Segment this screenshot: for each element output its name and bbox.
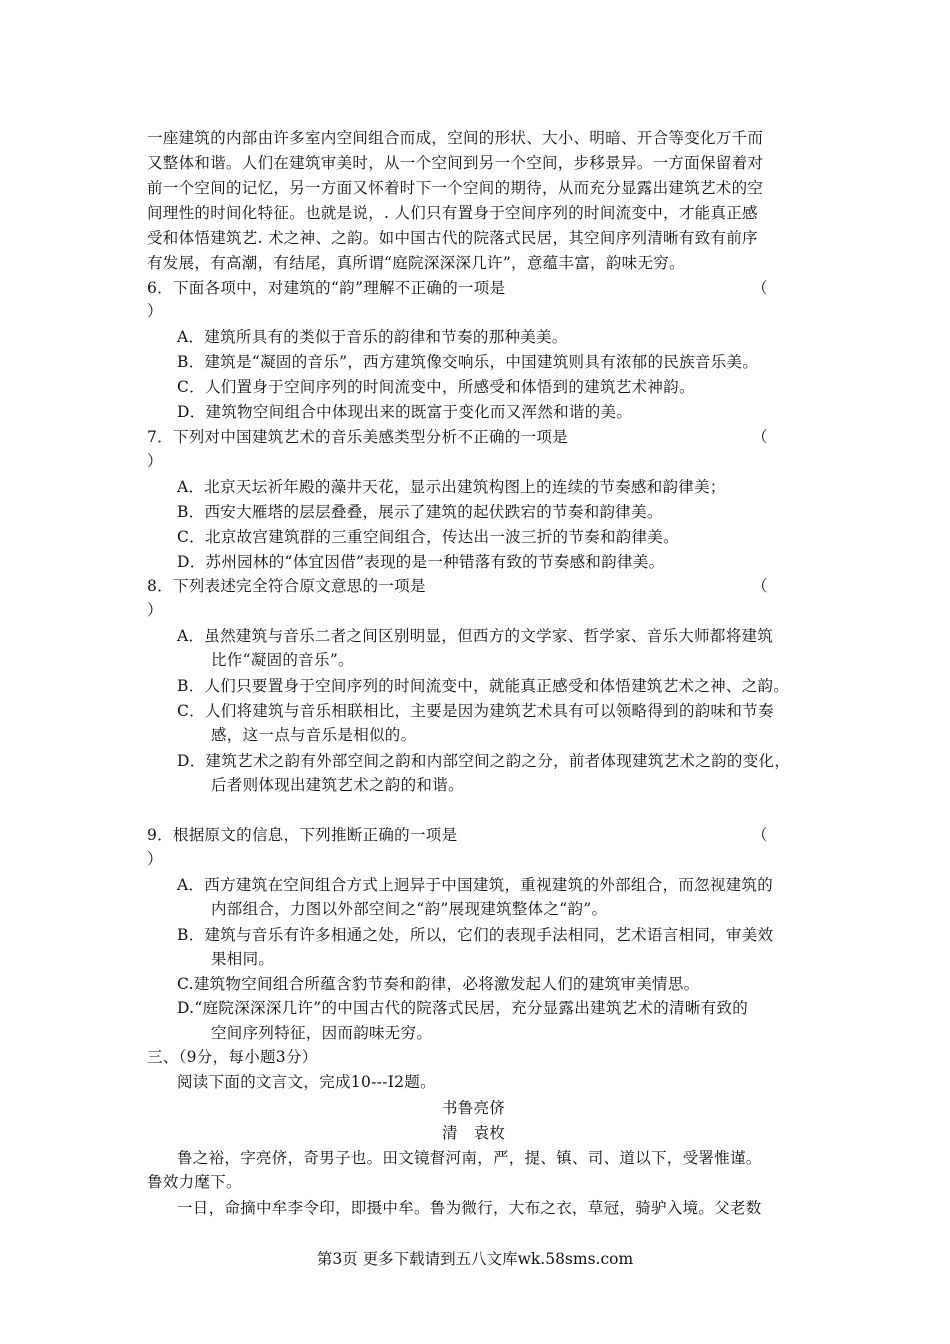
question-8-option-c: C．人们将建筑与音乐相联相比，主要是因为建筑艺术具有可以领略得到的韵味和节奏 (177, 702, 774, 720)
question-9-option-d: D.“庭院深深深几许”的中国古代的院落式民居，充分显露出建筑艺术的清晰有致的 (177, 999, 749, 1017)
passage-line: 间理性的时间化特征。也就是说，. 人们只有置身于空间序列的时间流变中，才能真正感 (147, 204, 758, 222)
page-footer: 第3页 更多下载请到五八文库wk.58sms.com (316, 1250, 634, 1268)
answer-paren-open: （ (752, 826, 768, 844)
answer-paren-open: （ (752, 428, 768, 446)
question-7-option-d: D．苏州园林的“体宜因借”表现的是一种错落有致的节奏感和韵律美。 (177, 553, 665, 571)
question-7-option-b: B．西安大雁塔的层层叠叠，展示了建筑的起伏跌宕的节奏和韵律美。 (177, 503, 663, 521)
classical-text-title: 书鲁亮侪 (442, 1099, 506, 1117)
answer-paren-close: ） (147, 850, 163, 868)
question-8-option-b: B．人们只要置身于空间序列的时间流变中，就能真正感受和体悟建筑艺术之神、之韵。 (177, 677, 790, 695)
passage-line: 有发展，有高潮，有结尾，真所谓“庭院深深深几许”，意蕴丰富，韵味无穷。 (147, 254, 685, 272)
question-9-option-b: B．建筑与音乐有许多相通之处，所以，它们的表现手法相同，艺术语言相同，审美效 (177, 926, 774, 944)
classical-text-author: 清 袁枚 (442, 1124, 506, 1142)
answer-paren-open: （ (752, 577, 768, 595)
answer-paren-open: （ (752, 279, 768, 297)
question-9-option-d-cont: 空间序列特征，因而韵味无穷。 (211, 1024, 433, 1042)
question-7-option-c: C．北京故宫建筑群的三重空间组合，传达出一波三折的节奏和韵律美。 (177, 528, 679, 546)
question-7-stem: 7．下列对中国建筑艺术的音乐美感类型分析不正确的一项是 (147, 428, 568, 446)
classical-text-line: 一日，命摘中牟李令印，即摄中牟。鲁为微行，大布之衣，草冠，骑驴入境。父老数 (177, 1199, 762, 1217)
question-8-stem: 8．下列表述完全符合原文意思的一项是 (147, 577, 426, 595)
section-instruction: 阅读下面的文言文，完成10---I2题。 (177, 1073, 436, 1091)
question-6-option-a: A．建筑所具有的类似于音乐的韵律和节奏的那种美美。 (177, 328, 568, 346)
question-9-option-a-cont: 内部组合，力图以外部空间之“韵”展现建筑整体之“韵”。 (211, 900, 608, 918)
classical-text-line: 鲁效力麾下。 (147, 1173, 242, 1191)
answer-paren-close: ） (147, 452, 163, 470)
question-8-option-d-cont: 后者则体现出建筑艺术之韵的和谐。 (211, 776, 464, 794)
answer-paren-close: ） (147, 302, 163, 320)
question-9-option-c: C.建筑物空间组合所蕴含豹节奏和韵律，必将激发起人们的建筑审美情思。 (177, 975, 700, 993)
question-9-stem: 9．根据原文的信息，下列推断正确的一项是 (147, 826, 458, 844)
question-6-stem: 6．下面各项中，对建筑的“韵”理解不正确的一项是 (147, 279, 506, 297)
question-9-option-b-cont: 果相同。 (211, 950, 275, 968)
question-8-option-a: A．虽然建筑与音乐二者之间区别明显，但西方的文学家、哲学家、音乐大师都将建筑 (177, 627, 774, 645)
question-7-option-a: A．北京天坛祈年殿的藻井天花，显示出建筑构图上的连续的节奏感和韵律美； (177, 478, 726, 496)
question-6-option-d: D．建筑物空间组合中体现出来的既富于变化而又浑然和谐的美。 (177, 403, 633, 421)
question-8-option-c-cont: 感，这一点与音乐是相似的。 (211, 726, 417, 744)
question-8-option-d: D．建筑艺术之韵有外部空间之韵和内部空间之韵之分，前者体现建筑艺术之韵的变化， (177, 752, 791, 770)
question-9-option-a: A．西方建筑在空间组合方式上迥异于中国建筑，重视建筑的外部组合，而忽视建筑的 (177, 876, 774, 894)
answer-paren-close: ） (147, 601, 163, 619)
passage-line: 受和体悟建筑艺. 术之神、之韵。如中国古代的院落式民居，其空间序列清晰有致有前序 (147, 229, 758, 247)
passage-line: 又整体和谐。人们在建筑审美时，从一个空间到另一个空间，步移景异。一方面保留着对 (147, 154, 764, 172)
question-8-option-a-cont: 比作“凝固的音乐”。 (211, 651, 354, 669)
classical-text-line: 鲁之裕，字亮侪，奇男子也。田文镜督河南，严，提、镇、司、道以下，受署惟谨。 (177, 1149, 762, 1167)
question-6-option-b: B．建筑是“凝固的音乐”，西方建筑像交响乐，中国建筑则具有浓郁的民族音乐美。 (177, 353, 759, 371)
passage-line: 一座建筑的内部由许多室内空间组合而成，空间的形状、大小、明暗、开合等变化万千而 (147, 129, 764, 147)
passage-line: 前一个空间的记忆，另一方面又怀着时下一个空间的期待，从而充分显露出建筑艺术的空 (147, 179, 764, 197)
section-heading: 三、（9分，每小题3分） (147, 1048, 318, 1066)
question-6-option-c: C．人们置身于空间序列的时间流变中，所感受和体悟到的建筑艺术神韵。 (177, 378, 695, 396)
